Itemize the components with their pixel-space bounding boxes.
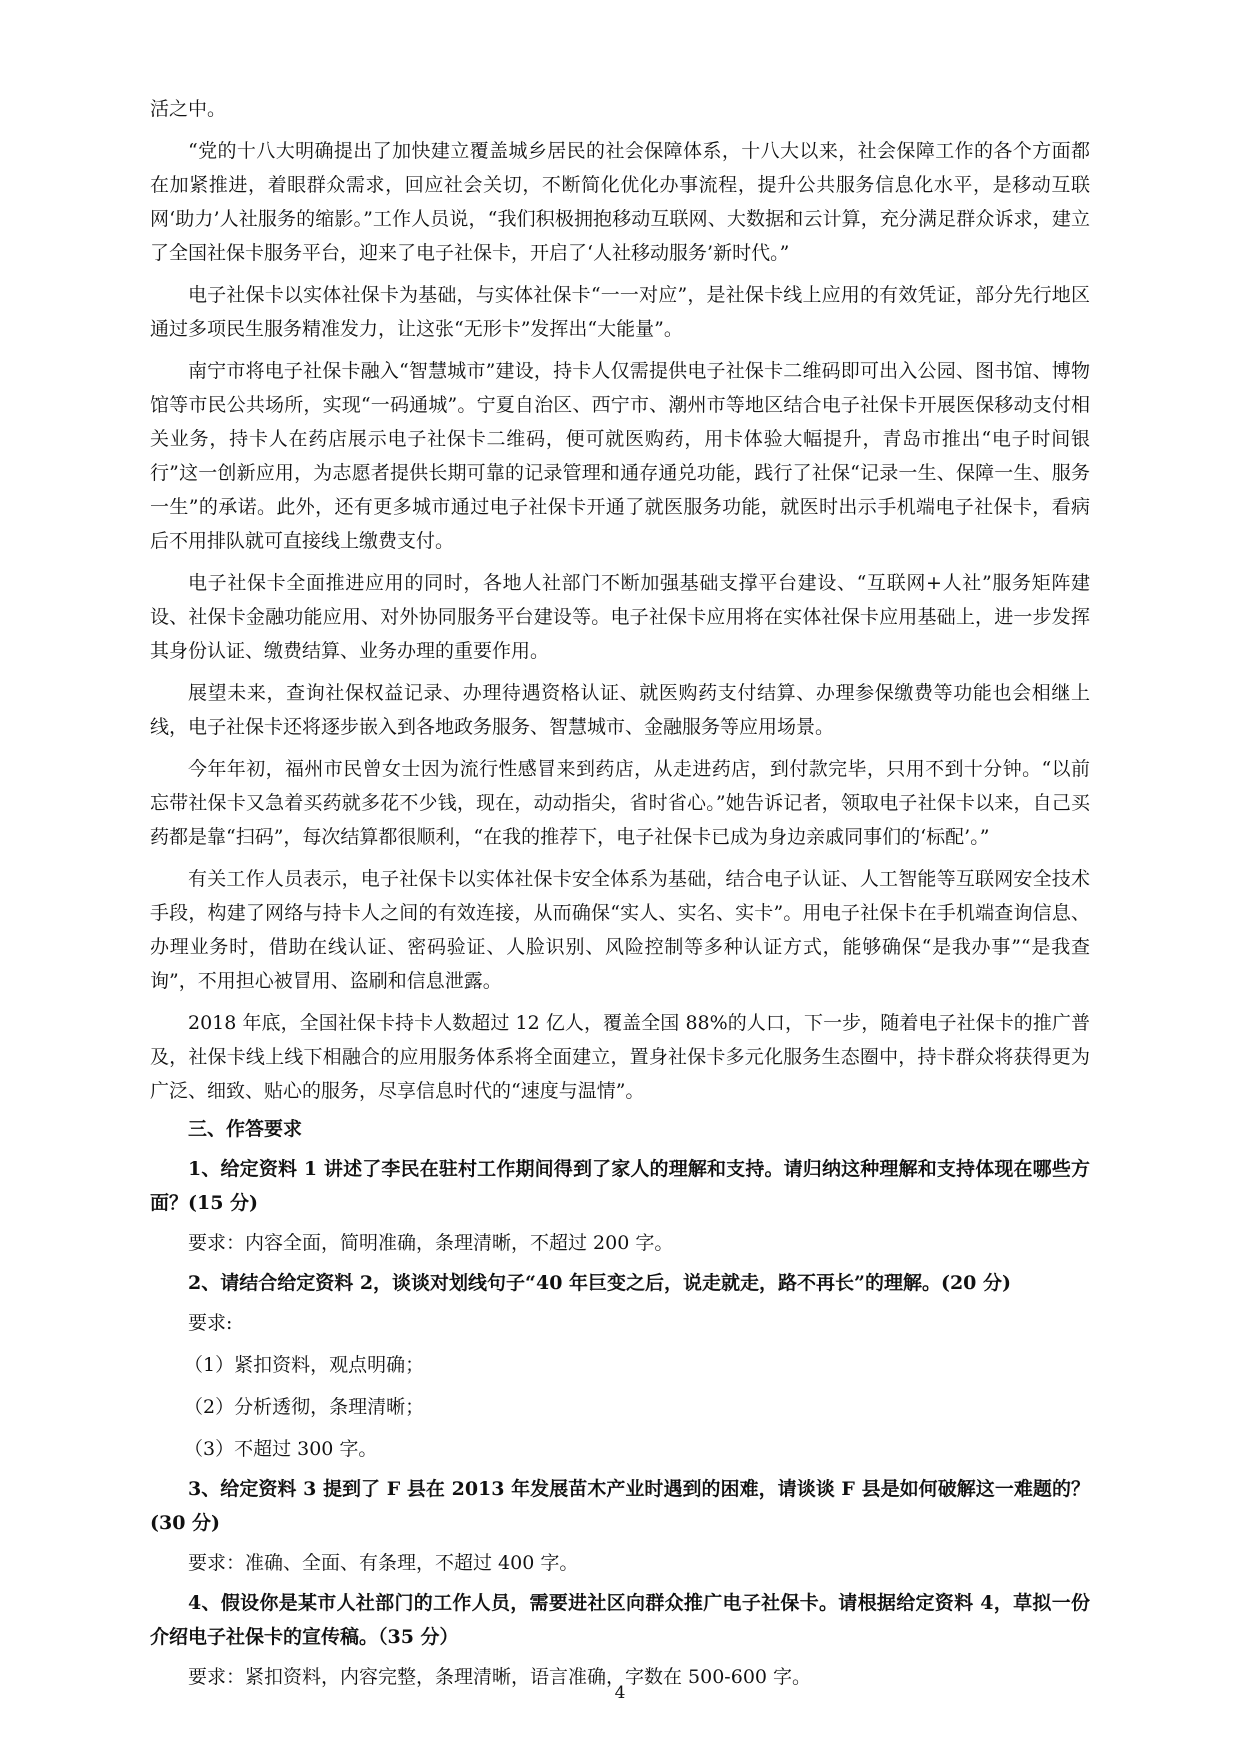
- material-paragraph: 活之中。: [150, 98, 227, 120]
- section-heading: 三、作答要求: [188, 1118, 303, 1140]
- material-paragraph: 电子社保卡全面推进应用的同时，各地人社部门不断加强基础支撑平台建设、“互联网+人社”服务矩阵建设、社保卡金融功能应用、对外协同服务平台建设等。电子社保卡应用将在实体社保卡应用基础上，进一步发挥其身份认证、缴费结算、业务办理的重要作用。: [150, 572, 1090, 662]
- question-2-subitem: （2）分析透彻，条理清晰；: [184, 1396, 425, 1418]
- question-3: 3、给定资料 3 提到了 F 县在 2013 年发展苗木产业时遇到的困难，请谈谈 F 县是如何破解这一难题的？(30 分): [150, 1478, 1090, 1534]
- question-1-requirement: 要求：内容全面，简明准确，条理清晰，不超过 200 字。: [188, 1232, 674, 1254]
- question-2-requirement: 要求:: [188, 1312, 233, 1334]
- question-4: 4、假设你是某市人社部门的工作人员，需要进社区向群众推广电子社保卡。请根据给定资料 4，草拟一份介绍电子社保卡的宣传稿。（35 分）: [150, 1592, 1090, 1648]
- material-paragraph: 有关工作人员表示，电子社保卡以实体社保卡安全体系为基础，结合电子认证、人工智能等互联网安全技术手段，构建了网络与持卡人之间的有效连接，从而确保“实人、实名、实卡”。用电子社保卡在手机端查询信息、办理业务时，借助在线认证、密码验证、人脸识别、风险控制等多种认证方式，能够确保“是我办事”“是我查询”，不用担心被冒用、盗刷和信息泄露。: [150, 868, 1090, 992]
- question-2-subitem: （1）紧扣资料，观点明确；: [184, 1354, 425, 1376]
- material-paragraph: “党的十八大明确提出了加快建立覆盖城乡居民的社会保障体系，十八大以来，社会保障工作的各个方面都在加紧推进，着眼群众需求，回应社会关切，不断简化优化办事流程，提升公共服务信息化水平，是移动互联网‘助力’人社服务的缩影。”工作人员说，“我们积极拥抱移动互联网、大数据和云计算，充分满足群众诉求，建立了全国社保卡服务平台，迎来了电子社保卡，开启了‘人社移动服务’新时代。”: [150, 140, 1090, 264]
- question-2: 2、请结合给定资料 2，谈谈对划线句子“40 年巨变之后，说走就走，路不再长”的理解。(20 分): [188, 1272, 1012, 1294]
- question-1: 1、给定资料 1 讲述了李民在驻村工作期间得到了家人的理解和支持。请归纳这种理解和支持体现在哪些方面？(15 分): [150, 1158, 1090, 1214]
- material-paragraph: 今年年初，福州市民曾女士因为流行性感冒来到药店，从走进药店，到付款完毕，只用不到十分钟。“以前忘带社保卡又急着买药就多花不少钱，现在，动动指尖，省时省心。”她告诉记者，领取电子社保卡以来，自己买药都是靠“扫码”，每次结算都很顺利，“在我的推荐下，电子社保卡已成为身边亲戚同事们的‘标配’。”: [150, 758, 1090, 848]
- document-page: [150, 92, 1090, 1694]
- page-number: 4: [614, 1683, 626, 1703]
- material-paragraph: 电子社保卡以实体社保卡为基础，与实体社保卡“一一对应”，是社保卡线上应用的有效凭证，部分先行地区通过多项民生服务精准发力，让这张“无形卡”发挥出“大能量”。: [150, 284, 1090, 340]
- question-4-requirement: 要求：紧扣资料，内容完整，条理清晰，语言准确，字数在 500-600 字。: [188, 1666, 812, 1688]
- material-paragraph: 展望未来，查询社保权益记录、办理待遇资格认证、就医购药支付结算、办理参保缴费等功能也会相继上线，电子社保卡还将逐步嵌入到各地政务服务、智慧城市、金融服务等应用场景。: [150, 682, 1090, 738]
- material-paragraph: 南宁市将电子社保卡融入“智慧城市”建设，持卡人仅需提供电子社保卡二维码即可出入公园、图书馆、博物馆等市民公共场所，实现“一码通城”。宁夏自治区、西宁市、潮州市等地区结合电子社保卡开展医保移动支付相关业务，持卡人在药店展示电子社保卡二维码，便可就医购药，用卡体验大幅提升，青岛市推出“电子时间银行”这一创新应用，为志愿者提供长期可靠的记录管理和通存通兑功能，践行了社保“记录一生、保障一生、服务一生”的承诺。此外，还有更多城市通过电子社保卡开通了就医服务功能，就医时出示手机端电子社保卡，看病后不用排队就可直接线上缴费支付。: [150, 360, 1090, 552]
- question-2-subitem: （3）不超过 300 字。: [184, 1438, 378, 1460]
- question-3-requirement: 要求：准确、全面、有条理，不超过 400 字。: [188, 1552, 579, 1574]
- material-paragraph: 2018 年底，全国社保卡持卡人数超过 12 亿人，覆盖全国 88%的人口，下一步，随着电子社保卡的推广普及，社保卡线上线下相融合的应用服务体系将全面建立，置身社保卡多元化服务生态圈中，持卡群众将获得更为广泛、细致、贴心的服务，尽享信息时代的“速度与温情”。: [150, 1012, 1090, 1102]
